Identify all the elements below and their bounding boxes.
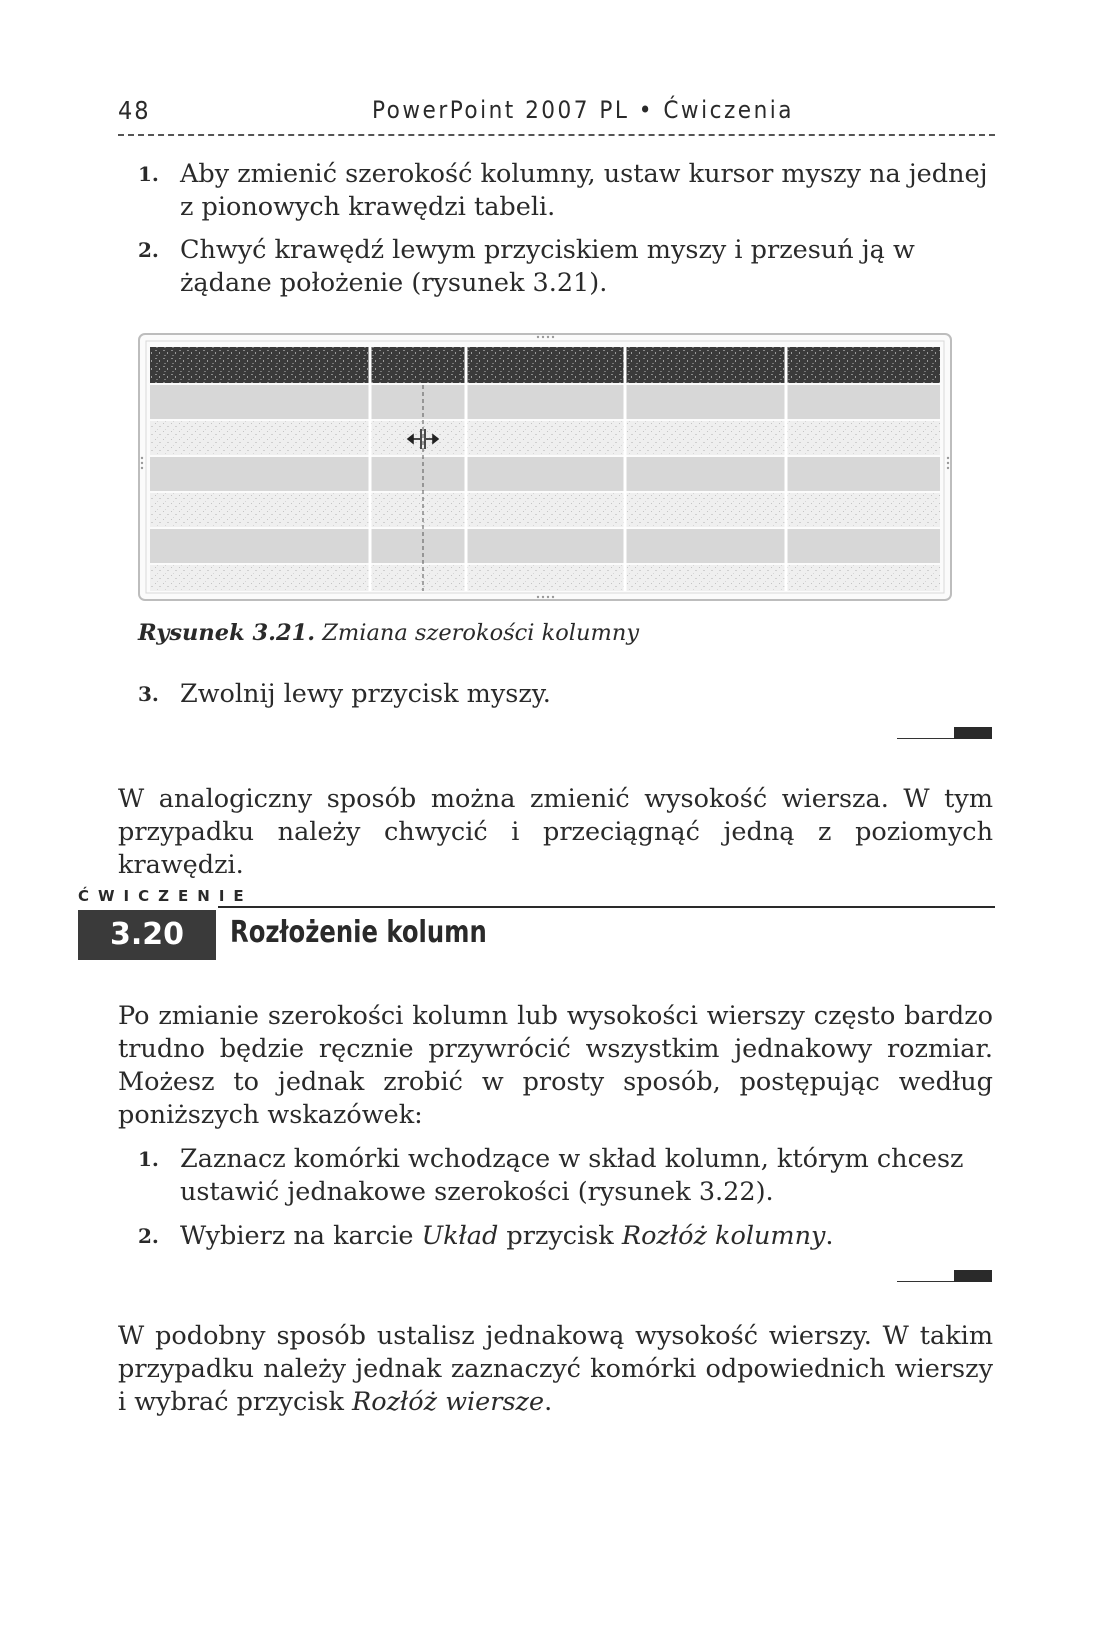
table-header-row [150,347,940,383]
exercise-label: ĆWICZENIE [78,887,253,905]
end-of-exercise-mark [897,1270,992,1282]
text-segment: . [544,1387,553,1417]
list-item [138,678,998,711]
button-name-emphasis: Rozłóż wiersze [352,1387,545,1417]
list-item-text: Zaznacz komórki wchodzące w skład kolumn, którym chcesz ustawić jednakowe szerokości (rysunek 3.22). [180,1144,964,1207]
end-of-exercise-mark [897,727,992,739]
caption-text: Zmiana szerokości kolumny [322,620,640,646]
text-segment: Wybierz na karcie [180,1221,422,1251]
table-row [150,421,940,455]
table-row [150,565,940,591]
caption-label: Rysunek 3.21. [138,620,316,646]
table-row [150,457,940,491]
list-item [138,1143,998,1209]
list-item-number: 1. [138,1147,159,1171]
list-item-text: Zwolnij lewy przycisk myszy. [180,679,551,709]
list-item-text: Aby zmienić szerokość kolumny, ustaw kursor myszy na jednej z pionowych krawędzi tabeli. [180,159,988,222]
button-name-emphasis: Rozłóż kolumny [621,1221,826,1251]
list-item-number: 3. [138,682,159,706]
body-paragraph: W analogiczny sposób można zmienić wysokość wiersza. W tym przypadku należy chwycić i przeciągnąć jedną z poziomych krawędzi. [118,784,993,880]
text-segment: . [825,1221,834,1251]
list-item-text: Chwyć krawędź lewym przyciskiem myszy i przesuń ją w żądane położenie (rysunek 3.21). [180,235,915,298]
header-rule [118,134,995,136]
body-paragraph [118,1320,993,1419]
list-item [138,158,998,224]
table-row [150,385,940,419]
page-number: 48 [118,96,151,125]
table-row [150,493,940,527]
figure-table-resize [138,333,952,601]
list-item-text [138,1220,998,1253]
text-segment: W podobny sposób ustalisz jednakową wysokość wierszy. W takim przypadku należy jednak zaznaczyć komórki odpowiednich wierszy i wybrać przycisk [118,1321,993,1417]
running-header-title: PowerPoint 2007 PL • Ćwiczenia [372,96,795,124]
exercise-title: Rozłożenie kolumn [230,915,487,950]
exercise-rule [218,906,995,908]
exercise-number-badge: 3.20 [78,910,216,960]
list-item-number: 2. [138,1224,159,1248]
list-item-number: 2. [138,238,159,262]
figure-caption [138,620,639,646]
list-item-number: 1. [138,162,159,186]
list-item [138,234,998,300]
body-paragraph: Po zmianie szerokości kolumn lub wysokości wierszy często bardzo trudno będzie ręcznie przywrócić wszystkim jednakowy rozmiar. Możesz to jednak zrobić w prosty sposób, postępując według poniższych wskazówek: [118,1001,993,1130]
table-row [150,529,940,563]
text-segment: przycisk [498,1221,622,1251]
list-item [138,1220,998,1253]
tab-name-emphasis: Układ [421,1221,499,1251]
